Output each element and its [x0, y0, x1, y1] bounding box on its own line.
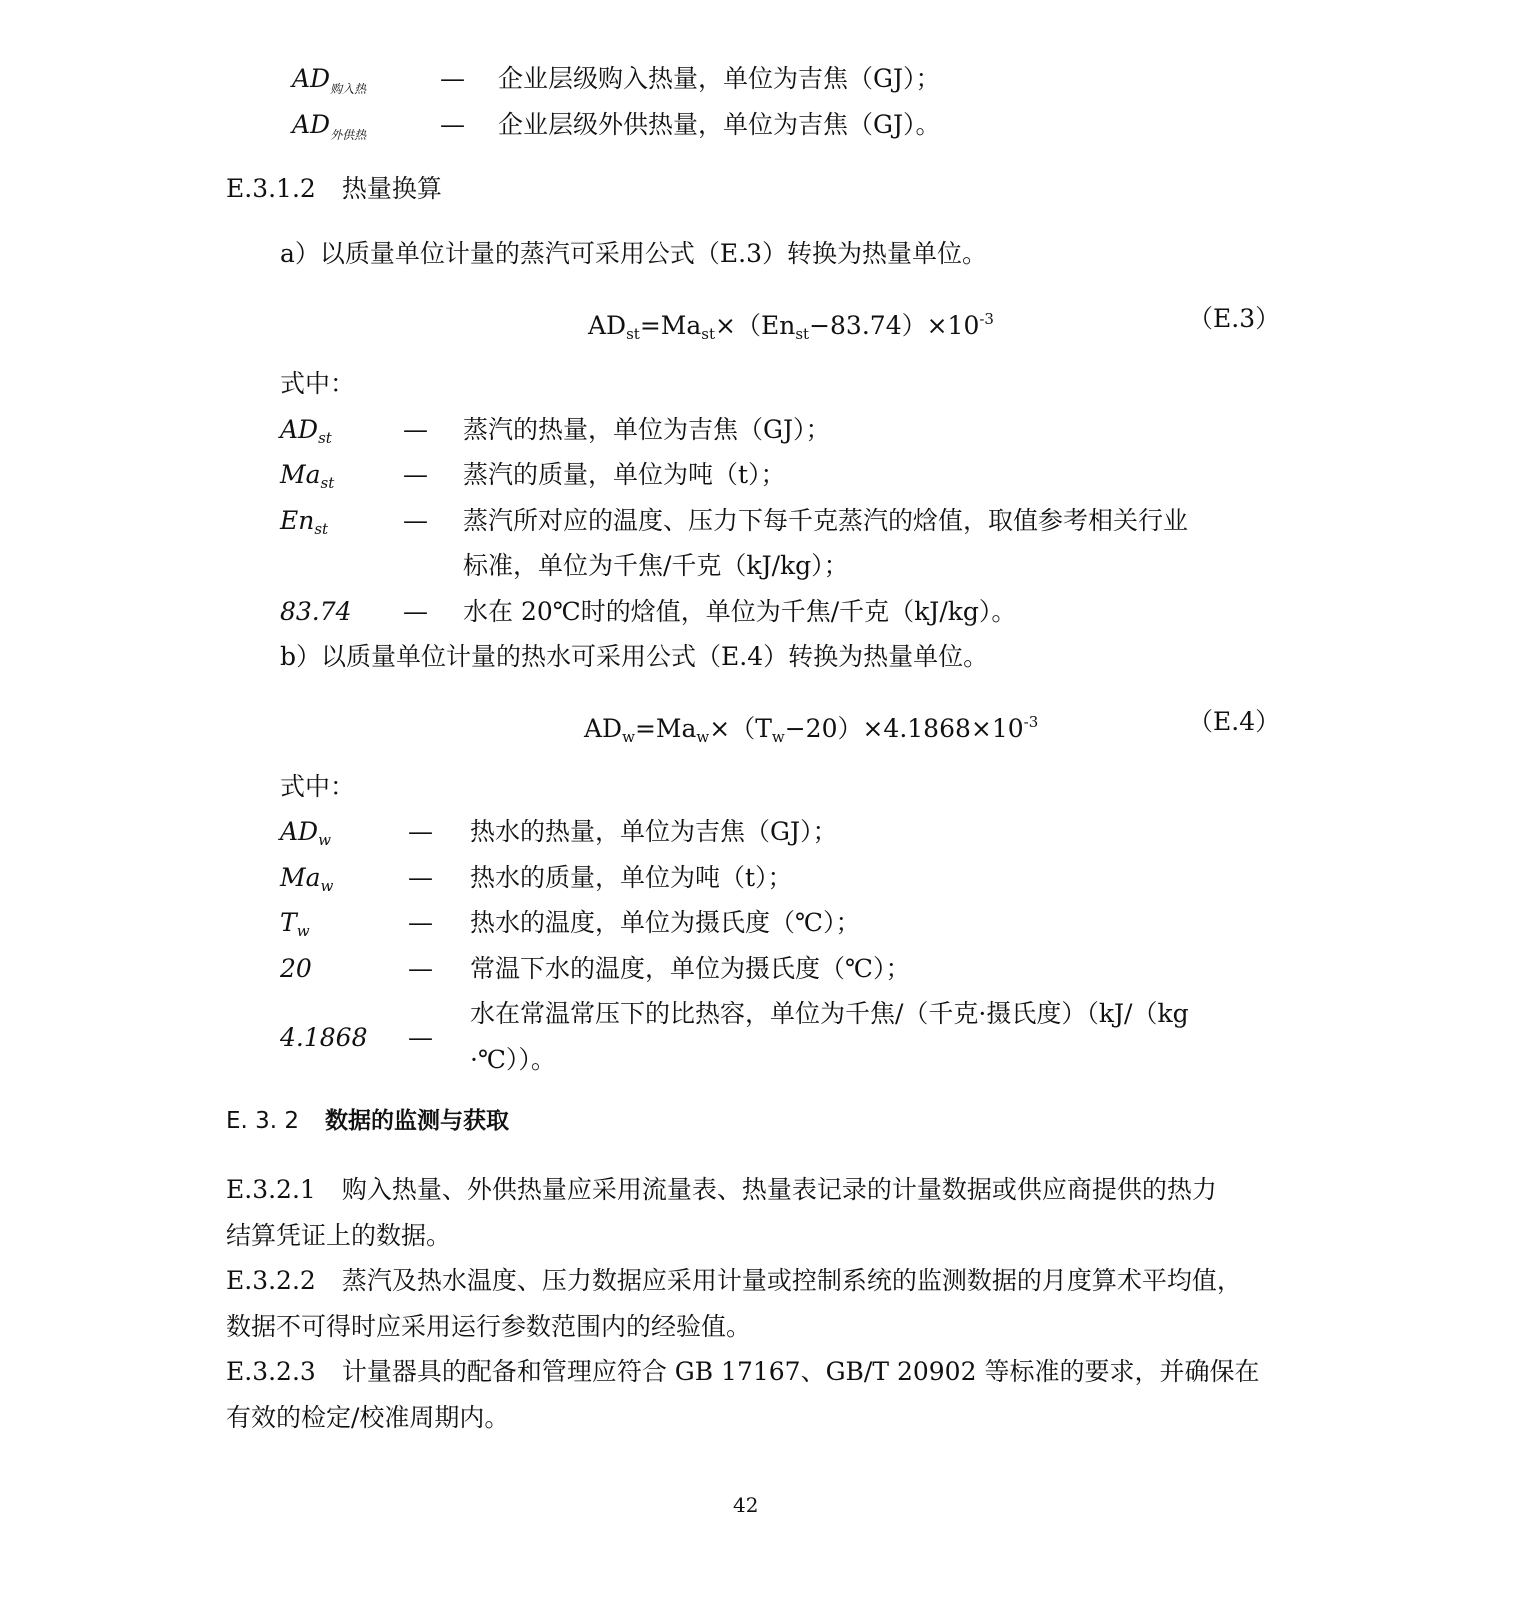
def-symbol-mast: $Ma_{st}$ — [280, 460, 335, 492]
def-dash: — — [440, 64, 465, 93]
def-symbol-adw: $AD_w$ — [280, 817, 331, 849]
def-dash: — — [403, 415, 428, 444]
def-text-adw: 热水的热量，单位为吉焦（GJ）； — [470, 817, 838, 846]
def-text-41868-cont: ·℃））。 — [470, 1045, 556, 1074]
def-dash: — — [403, 460, 428, 489]
clause-e3223-cont: 有效的检定/校准周期内。 — [226, 1403, 510, 1432]
item-a-text: a）以质量单位计量的蒸汽可采用公式（E.3）转换为热量单位。 — [280, 239, 988, 268]
def-dash: — — [408, 1023, 433, 1052]
clause-e3222-cont: 数据不可得时应采用运行参数范围内的经验值。 — [226, 1312, 752, 1341]
clause-e3223: E.3.2.3 计量器具的配备和管理应符合 GB 17167、GB/T 20902 等标准的要求，并确保在 — [226, 1357, 1260, 1386]
def-symbol-41868: 4.1868 — [280, 1023, 368, 1052]
equation-e4: $AD_w=Ma_w\times(T_w-20)\times 4.1868\times 10^{-3}$ — [584, 713, 1039, 746]
def-text-mast: 蒸汽的质量，单位为吨（t）； — [463, 460, 786, 489]
page-number: 42 — [733, 1493, 759, 1517]
equation-e4-label: （E.4） — [1188, 707, 1281, 736]
def-symbol-maw: $Ma_w$ — [280, 863, 334, 895]
def-text-enst-cont: 标准，单位为千焦/千克（kJ/kg）； — [463, 551, 849, 580]
def-text-maw: 热水的质量，单位为吨（t）； — [470, 863, 793, 892]
def-text-adst: 蒸汽的热量，单位为吉焦（GJ）； — [463, 415, 831, 444]
def-text-enst: 蒸汽所对应的温度、压力下每千克蒸汽的焓值，取值参考相关行业 — [463, 506, 1189, 535]
section-heading-e32: E. 3. 2 数据的监测与获取 — [226, 1108, 510, 1134]
def-text-8374: 水在 20℃时的焓值，单位为千焦/千克（kJ/kg）。 — [463, 597, 1017, 626]
def-dash: — — [403, 597, 428, 626]
section-heading-e312: E.3.1.2 热量换算 — [226, 174, 442, 203]
where-label: 式中： — [280, 369, 356, 398]
def-dash: — — [440, 110, 465, 139]
clause-e3221-cont: 结算凭证上的数据。 — [226, 1221, 452, 1250]
def-symbol-enst: $En_{st}$ — [280, 506, 329, 538]
def-symbol-supplied-heat: $AD_{外供热}$ — [292, 110, 367, 142]
item-b-text: b）以质量单位计量的热水可采用公式（E.4）转换为热量单位。 — [280, 642, 989, 671]
def-dash: — — [408, 908, 433, 937]
def-text-supplied-heat: 企业层级外供热量，单位为吉焦（GJ）。 — [498, 110, 941, 139]
def-text-20: 常温下水的温度，单位为摄氏度（℃）； — [470, 954, 911, 983]
equation-e3-label: （E.3） — [1188, 304, 1281, 333]
def-text-41868: 水在常温常压下的比热容，单位为千焦/（千克·摄氏度）（kJ/（kg — [470, 999, 1189, 1028]
def-symbol-8374: 83.74 — [280, 597, 352, 626]
def-symbol-20: 20 — [280, 954, 312, 983]
def-dash: — — [408, 954, 433, 983]
def-text-tw: 热水的温度，单位为摄氏度（℃）； — [470, 908, 861, 937]
def-symbol-purchased-heat: $AD_{购入热}$ — [292, 64, 367, 96]
def-dash: — — [408, 863, 433, 892]
equation-e3: $AD_{st}=Ma_{st}\times(En_{st}-83.74)\times 10^{-3}$ — [588, 310, 994, 343]
where-label: 式中： — [280, 772, 356, 801]
def-text-purchased-heat: 企业层级购入热量，单位为吉焦（GJ）； — [498, 64, 941, 93]
def-symbol-tw: $T_w$ — [280, 908, 310, 940]
clause-e3221: E.3.2.1 购入热量、外供热量应采用流量表、热量表记录的计量数据或供应商提供的热力 — [226, 1175, 1217, 1204]
def-dash: — — [408, 817, 433, 846]
def-dash: — — [403, 506, 428, 535]
def-symbol-adst: $AD_{st}$ — [280, 415, 332, 447]
clause-e3222: E.3.2.2 蒸汽及热水温度、压力数据应采用计量或控制系统的监测数据的月度算术平均值， — [226, 1266, 1242, 1295]
